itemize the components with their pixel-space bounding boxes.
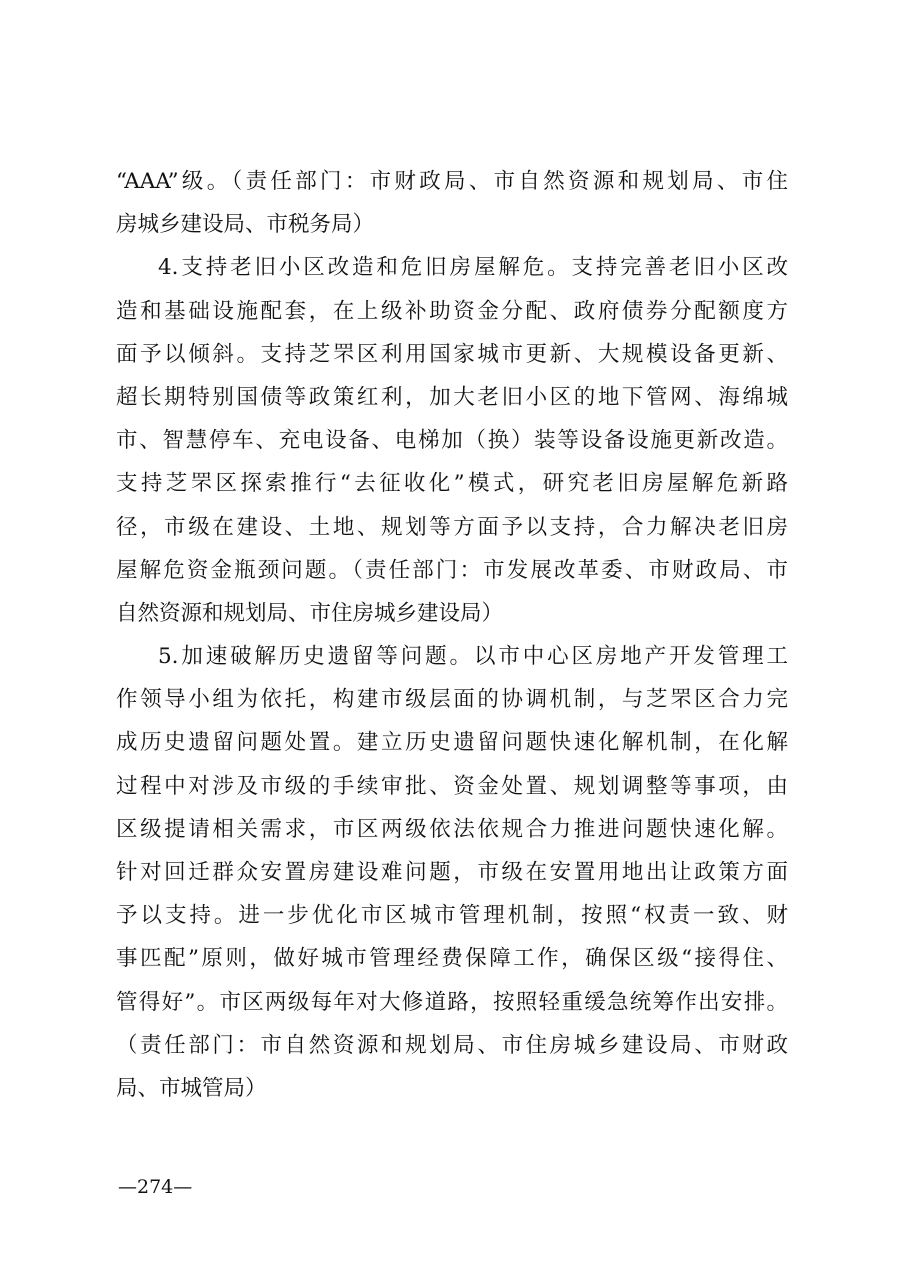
text-line: 针对回迁群众安置房建设难问题，市级在安置用地出让政策方面 [116, 860, 788, 885]
text-line: 作领导小组为依托，构建市级层面的协调机制，与芝罘区合力完 [116, 687, 788, 713]
paragraph-heading-line: 5.加速破解历史遗留等问题。以市中心区房地产开发管理工 [158, 644, 788, 670]
paragraph-heading-line: 4.支持老旧小区改造和危旧房屋解危。支持完善老旧小区改 [158, 255, 788, 281]
body-text [116, 160, 788, 1110]
text-line: 面予以倾斜。支持芝罘区利用国家城市更新、大规模设备更新、 [116, 341, 788, 367]
text-line: 造和基础设施配套，在上级补助资金分配、政府债券分配额度方 [116, 298, 788, 324]
text-line: 事匹配”原则，做好城市管理经费保障工作，确保区级“接得住、 [116, 946, 788, 972]
text-line: 市、智慧停车、充电设备、电梯加（换）装等设备设施更新改造。 [116, 428, 788, 454]
text-line: 支持芝罘区探索推行“去征收化”模式，研究老旧房屋解危新路 [116, 471, 788, 497]
text-line: 成历史遗留问题处置。建立历史遗留问题快速化解机制，在化解 [116, 730, 788, 756]
text-line: 局、市城管局） [116, 1075, 267, 1101]
text-line: 过程中对涉及市级的手续审批、资金处置、规划调整等事项，由 [116, 773, 788, 799]
text-line: “AAA”级。（责任部门：市财政局、市自然资源和规划局、市住 [116, 169, 788, 194]
text-line: （责任部门：市自然资源和规划局、市住房城乡建设局、市财政 [116, 1032, 788, 1058]
text-line: 自然资源和规划局、市住房城乡建设局） [116, 600, 504, 626]
text-line: 管得好”。市区两级每年对大修道路，按照轻重缓急统筹作出安排。 [116, 989, 788, 1015]
text-line: 径，市级在建设、土地、规划等方面予以支持，合力解决老旧房 [116, 514, 788, 540]
text-line: 屋解危资金瓶颈问题。（责任部门：市发展改革委、市财政局、市 [116, 557, 788, 583]
text-line: 房城乡建设局、市税务局） [116, 212, 375, 238]
text-line: 予以支持。进一步优化市区城市管理机制，按照“权责一致、财 [116, 903, 788, 929]
text-line: 超长期特别国债等政策红利，加大老旧小区的地下管网、海绵城 [116, 384, 788, 410]
page-number: —274— [118, 1176, 193, 1198]
text-line: 区级提请相关需求，市区两级依法依规合力推进问题快速化解。 [116, 816, 788, 842]
